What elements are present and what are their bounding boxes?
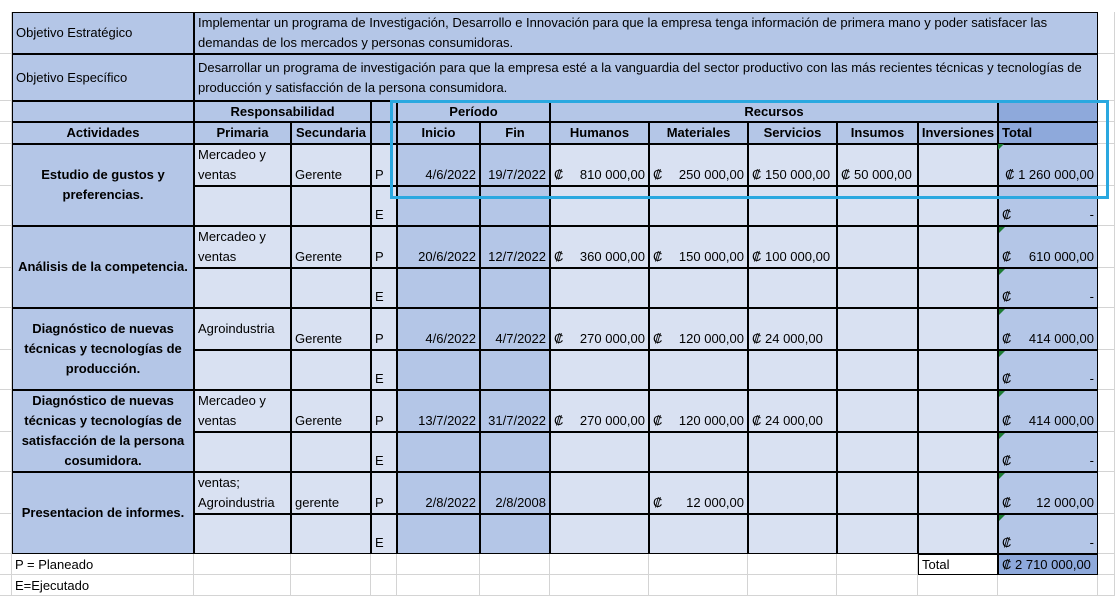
currency-symbol: ₡ bbox=[1002, 289, 1012, 304]
resource-cost[interactable] bbox=[748, 514, 837, 554]
currency-symbol: ₡ bbox=[1002, 495, 1012, 510]
cell-value: - bbox=[1089, 535, 1094, 550]
comment-indicator bbox=[999, 515, 1005, 521]
materiales-cost[interactable] bbox=[649, 226, 748, 268]
resource-cost[interactable] bbox=[550, 268, 649, 308]
grid-cell[interactable] bbox=[748, 554, 837, 575]
resource-cost[interactable] bbox=[837, 268, 918, 308]
resource-cost[interactable] bbox=[649, 186, 748, 226]
cell-value: 270 000,00 bbox=[579, 413, 645, 428]
plan-marker[interactable]: P bbox=[371, 144, 397, 186]
grid-cell[interactable] bbox=[194, 575, 291, 596]
fin-date[interactable]: 31/7/2022 bbox=[480, 390, 550, 432]
secundaria-cell[interactable]: Gerente bbox=[291, 390, 371, 432]
cell-value: 360 000,00 bbox=[579, 249, 645, 264]
total-cost[interactable] bbox=[998, 186, 1098, 226]
fin-date[interactable] bbox=[480, 186, 550, 226]
grid-cell[interactable] bbox=[0, 186, 12, 226]
comment-indicator bbox=[999, 433, 1005, 439]
grid-cell[interactable] bbox=[998, 575, 1098, 596]
grid-cell[interactable] bbox=[480, 554, 550, 575]
primaria-cell[interactable]: Agroindustria bbox=[194, 308, 291, 350]
grid-cell[interactable] bbox=[1098, 101, 1115, 122]
objetivo-estrategico-label[interactable]: Objetivo Estratégico bbox=[12, 12, 194, 54]
grid-cell[interactable] bbox=[649, 554, 748, 575]
grand-total[interactable]: ₡ 2 710 000,00 bbox=[998, 554, 1098, 575]
servicios-cost[interactable]: ₡ 150 000,00 bbox=[748, 144, 837, 186]
resource-cost[interactable] bbox=[748, 186, 837, 226]
grid-cell[interactable] bbox=[1098, 575, 1115, 596]
plan-marker[interactable]: P bbox=[371, 308, 397, 350]
legend-ejecutado[interactable]: E=Ejecutado bbox=[15, 577, 90, 593]
grid-cell[interactable] bbox=[1098, 186, 1115, 226]
total-cost[interactable] bbox=[998, 308, 1098, 350]
legend-planeado[interactable]: P = Planeado bbox=[15, 556, 94, 572]
inversiones-cost[interactable] bbox=[918, 144, 998, 186]
header-blank[interactable] bbox=[371, 122, 397, 144]
grid-cell[interactable] bbox=[0, 101, 12, 122]
cell-value: - bbox=[1089, 289, 1094, 304]
executed-marker[interactable]: E bbox=[371, 350, 397, 390]
cell-value: 250 000,00 bbox=[678, 167, 744, 182]
resource-cost[interactable] bbox=[649, 432, 748, 472]
humanos-cost[interactable] bbox=[550, 144, 649, 186]
activity-name[interactable]: Estudio de gustos y preferencias. bbox=[12, 144, 194, 226]
grid-cell[interactable] bbox=[837, 575, 918, 596]
inversiones-cost[interactable] bbox=[918, 226, 998, 268]
insumos-cost[interactable] bbox=[837, 390, 918, 432]
grid-cell[interactable] bbox=[0, 350, 12, 390]
grid-cell[interactable] bbox=[0, 575, 12, 596]
objetivo-especifico-label[interactable]: Objetivo Específico bbox=[12, 54, 194, 101]
grid-cell[interactable] bbox=[1098, 12, 1115, 54]
resource-cost[interactable] bbox=[748, 268, 837, 308]
inicio-date[interactable] bbox=[397, 350, 480, 390]
inicio-date[interactable]: 20/6/2022 bbox=[397, 226, 480, 268]
grid-cell[interactable] bbox=[0, 432, 12, 472]
inversiones-cost[interactable] bbox=[918, 472, 998, 514]
header-actividades[interactable]: Actividades bbox=[12, 122, 194, 144]
fin-date[interactable] bbox=[480, 514, 550, 554]
grid-cell[interactable] bbox=[1098, 350, 1115, 390]
fin-date[interactable]: 12/7/2022 bbox=[480, 226, 550, 268]
cell-value: 810 000,00 bbox=[579, 167, 645, 182]
grid-cell[interactable] bbox=[0, 308, 12, 350]
resource-cost[interactable] bbox=[837, 186, 918, 226]
activity-name[interactable]: Presentacion de informes. bbox=[12, 472, 194, 554]
resource-cost[interactable] bbox=[837, 432, 918, 472]
plan-marker[interactable]: P bbox=[371, 226, 397, 268]
servicios-cost[interactable]: ₡ 100 000,00 bbox=[748, 226, 837, 268]
grid-cell[interactable] bbox=[1098, 472, 1115, 514]
comment-indicator bbox=[998, 144, 1004, 150]
grid-cell[interactable] bbox=[397, 554, 480, 575]
resource-cost[interactable] bbox=[550, 186, 649, 226]
cell-value: 414 000,00 bbox=[1028, 413, 1094, 428]
primaria-cell[interactable] bbox=[194, 514, 291, 554]
total-cost[interactable]: ₡ 1 260 000,00 bbox=[998, 144, 1098, 186]
header-blank[interactable] bbox=[998, 101, 1098, 122]
grid-cell[interactable] bbox=[0, 226, 12, 268]
header-inicio[interactable]: Inicio bbox=[397, 122, 480, 144]
header-humanos[interactable]: Humanos bbox=[550, 122, 649, 144]
total-cost[interactable] bbox=[998, 432, 1098, 472]
executed-marker[interactable]: E bbox=[371, 268, 397, 308]
primaria-cell[interactable]: Mercadeo y ventas bbox=[194, 144, 291, 186]
inicio-date[interactable]: 2/8/2022 bbox=[397, 472, 480, 514]
executed-marker[interactable]: E bbox=[371, 186, 397, 226]
insumos-cost[interactable]: ₡ 50 000,00 bbox=[837, 144, 918, 186]
currency-symbol: ₡ bbox=[653, 413, 663, 428]
currency-symbol: ₡ bbox=[653, 249, 663, 264]
inversiones-cost[interactable] bbox=[918, 390, 998, 432]
grid-cell[interactable] bbox=[0, 54, 12, 101]
cell-value: 270 000,00 bbox=[579, 331, 645, 346]
servicios-cost[interactable]: ₡ 24 000,00 bbox=[748, 308, 837, 350]
cell-value: 150 000,00 bbox=[678, 249, 744, 264]
currency-symbol: ₡ bbox=[1002, 535, 1012, 550]
activity-name[interactable]: Análisis de la competencia. bbox=[12, 226, 194, 308]
currency-symbol: ₡ bbox=[653, 331, 663, 346]
currency-symbol: ₡ bbox=[1002, 207, 1012, 222]
objetivo-estrategico-text[interactable]: Implementar un programa de Investigación, Desarrollo e Innovación para que la empresa tenga información de primera mano y poder satisfacer las demandas de los mercados y personas consumidoras. bbox=[194, 12, 1098, 54]
resource-cost[interactable] bbox=[550, 432, 649, 472]
header-fin[interactable]: Fin bbox=[480, 122, 550, 144]
cell-value: 120 000,00 bbox=[678, 413, 744, 428]
plan-marker[interactable]: P bbox=[371, 390, 397, 432]
grid-cell[interactable] bbox=[397, 575, 480, 596]
cell-value: 414 000,00 bbox=[1028, 331, 1094, 346]
resource-cost[interactable] bbox=[649, 514, 748, 554]
primaria-cell[interactable] bbox=[194, 350, 291, 390]
resource-cost[interactable] bbox=[748, 350, 837, 390]
currency-symbol: ₡ bbox=[1002, 249, 1012, 264]
currency-symbol: ₡ bbox=[554, 331, 564, 346]
header-periodo[interactable]: Período bbox=[397, 101, 550, 122]
secundaria-cell[interactable] bbox=[291, 432, 371, 472]
resource-cost[interactable] bbox=[918, 514, 998, 554]
resource-cost[interactable] bbox=[837, 514, 918, 554]
resource-cost[interactable] bbox=[649, 350, 748, 390]
header-responsabilidad[interactable]: Responsabilidad bbox=[194, 101, 371, 122]
header-materiales[interactable]: Materiales bbox=[649, 122, 748, 144]
executed-marker[interactable]: E bbox=[371, 514, 397, 554]
total-cost[interactable] bbox=[998, 514, 1098, 554]
header-recursos[interactable]: Recursos bbox=[550, 101, 998, 122]
grid-cell[interactable] bbox=[1098, 54, 1115, 101]
header-servicios[interactable]: Servicios bbox=[748, 122, 837, 144]
plan-marker[interactable]: P bbox=[371, 472, 397, 514]
grid-cell[interactable] bbox=[371, 575, 397, 596]
grid-cell[interactable] bbox=[1098, 144, 1115, 186]
grid-cell[interactable] bbox=[1098, 514, 1115, 554]
total-cost[interactable] bbox=[998, 350, 1098, 390]
inicio-date[interactable] bbox=[397, 186, 480, 226]
activity-name[interactable]: Diagnóstico de nuevas técnicas y tecnologías de producción. bbox=[12, 308, 194, 390]
inicio-date[interactable]: 13/7/2022 bbox=[397, 390, 480, 432]
materiales-cost[interactable] bbox=[649, 144, 748, 186]
currency-symbol: ₡ bbox=[1002, 413, 1012, 428]
resource-cost[interactable] bbox=[918, 186, 998, 226]
resource-cost[interactable] bbox=[918, 350, 998, 390]
resource-cost[interactable] bbox=[837, 350, 918, 390]
primaria-cell[interactable] bbox=[194, 432, 291, 472]
inversiones-cost[interactable] bbox=[918, 308, 998, 350]
grid-cell[interactable] bbox=[0, 390, 12, 432]
primaria-cell[interactable]: Mercadeo y ventas bbox=[194, 226, 291, 268]
humanos-cost[interactable] bbox=[550, 308, 649, 350]
currency-symbol: ₡ bbox=[1002, 371, 1012, 386]
fin-date[interactable] bbox=[480, 432, 550, 472]
fin-date[interactable]: 2/8/2008 bbox=[480, 472, 550, 514]
inicio-date[interactable]: 4/6/2022 bbox=[397, 308, 480, 350]
fin-date[interactable] bbox=[480, 268, 550, 308]
currency-symbol: ₡ bbox=[1002, 453, 1012, 468]
cell-value: - bbox=[1089, 371, 1094, 386]
fin-date[interactable] bbox=[480, 350, 550, 390]
executed-marker[interactable]: E bbox=[371, 432, 397, 472]
resource-cost[interactable] bbox=[649, 268, 748, 308]
currency-symbol: ₡ bbox=[653, 495, 663, 510]
cell-value: 120 000,00 bbox=[678, 331, 744, 346]
insumos-cost[interactable] bbox=[837, 472, 918, 514]
total-cost[interactable] bbox=[998, 268, 1098, 308]
comment-indicator bbox=[999, 309, 1005, 315]
grid-cell[interactable] bbox=[550, 554, 649, 575]
resource-cost[interactable] bbox=[918, 432, 998, 472]
header-insumos[interactable]: Insumos bbox=[837, 122, 918, 144]
currency-symbol: ₡ bbox=[554, 249, 564, 264]
currency-symbol: ₡ bbox=[1002, 331, 1012, 346]
activity-name[interactable]: Diagnóstico de nuevas técnicas y tecnologías de satisfacción de la persona cosumidora. bbox=[12, 390, 194, 472]
grid-cell[interactable] bbox=[1098, 308, 1115, 350]
materiales-cost[interactable] bbox=[649, 308, 748, 350]
grid-cell[interactable] bbox=[480, 575, 550, 596]
total-label[interactable]: Total bbox=[918, 554, 998, 575]
resource-cost[interactable] bbox=[550, 514, 649, 554]
resource-cost[interactable] bbox=[550, 350, 649, 390]
grid-cell[interactable] bbox=[1098, 122, 1115, 144]
grid-cell[interactable] bbox=[0, 12, 12, 54]
grid-cell[interactable] bbox=[0, 554, 12, 575]
grid-cell[interactable] bbox=[0, 472, 12, 514]
inicio-date[interactable] bbox=[397, 514, 480, 554]
cell-value: 12 000,00 bbox=[686, 495, 744, 510]
grid-cell[interactable] bbox=[1098, 226, 1115, 268]
comment-indicator bbox=[999, 391, 1005, 397]
grid-cell[interactable] bbox=[918, 575, 998, 596]
inicio-date[interactable] bbox=[397, 432, 480, 472]
resource-cost[interactable] bbox=[748, 432, 837, 472]
fin-date[interactable]: 19/7/2022 bbox=[480, 144, 550, 186]
cell-value: - bbox=[1089, 453, 1094, 468]
grid-cell[interactable] bbox=[1098, 390, 1115, 432]
currency-symbol: ₡ bbox=[554, 167, 564, 182]
comment-indicator bbox=[999, 351, 1005, 357]
total-cost[interactable] bbox=[998, 390, 1098, 432]
secundaria-cell[interactable] bbox=[291, 186, 371, 226]
humanos-cost[interactable] bbox=[550, 472, 649, 514]
servicios-cost[interactable] bbox=[748, 472, 837, 514]
header-blank[interactable] bbox=[12, 101, 194, 122]
secundaria-cell[interactable] bbox=[291, 350, 371, 390]
grid-cell[interactable] bbox=[0, 144, 12, 186]
currency-symbol: ₡ bbox=[653, 167, 663, 182]
humanos-cost[interactable] bbox=[550, 226, 649, 268]
header-blank[interactable] bbox=[371, 101, 397, 122]
secundaria-cell[interactable]: Gerente bbox=[291, 308, 371, 350]
insumos-cost[interactable] bbox=[837, 308, 918, 350]
comment-indicator bbox=[999, 227, 1005, 233]
grid-cell[interactable] bbox=[0, 122, 12, 144]
grid-cell[interactable] bbox=[748, 575, 837, 596]
objetivo-especifico-text[interactable]: Desarrollar un programa de investigación para que la empresa esté a la vanguardia del sector productivo con las más recientes técnicas y tecnologías de producción y satisfacción de la persona consumidora. bbox=[194, 54, 1098, 101]
grid-cell[interactable] bbox=[371, 554, 397, 575]
inicio-date[interactable] bbox=[397, 268, 480, 308]
grid-cell[interactable] bbox=[0, 514, 12, 554]
header-inversiones[interactable]: Inversiones bbox=[918, 122, 998, 144]
primaria-cell[interactable] bbox=[194, 268, 291, 308]
primaria-cell[interactable]: ventas; Agroindustria bbox=[194, 472, 291, 514]
grid-cell[interactable] bbox=[291, 554, 371, 575]
resource-cost[interactable] bbox=[918, 268, 998, 308]
secundaria-cell[interactable] bbox=[291, 268, 371, 308]
grid-cell[interactable] bbox=[837, 554, 918, 575]
materiales-cost[interactable] bbox=[649, 472, 748, 514]
inicio-date[interactable]: 4/6/2022 bbox=[397, 144, 480, 186]
servicios-cost[interactable]: ₡ 24 000,00 bbox=[748, 390, 837, 432]
primaria-cell[interactable]: Mercadeo y ventas bbox=[194, 390, 291, 432]
secundaria-cell[interactable]: gerente bbox=[291, 472, 371, 514]
cell-value: 12 000,00 bbox=[1036, 495, 1094, 510]
grid-cell[interactable] bbox=[0, 268, 12, 308]
humanos-cost[interactable] bbox=[550, 390, 649, 432]
primaria-cell[interactable] bbox=[194, 186, 291, 226]
secundaria-cell[interactable]: Gerente bbox=[291, 226, 371, 268]
total-cost[interactable] bbox=[998, 472, 1098, 514]
fin-date[interactable]: 4/7/2022 bbox=[480, 308, 550, 350]
grid-cell[interactable] bbox=[550, 575, 649, 596]
total-cost[interactable] bbox=[998, 226, 1098, 268]
comment-indicator bbox=[999, 473, 1005, 479]
secundaria-cell[interactable] bbox=[291, 514, 371, 554]
materiales-cost[interactable] bbox=[649, 390, 748, 432]
secundaria-cell[interactable]: Gerente bbox=[291, 144, 371, 186]
header-primaria[interactable]: Primaria bbox=[194, 122, 291, 144]
cell-value: - bbox=[1089, 207, 1094, 222]
header-secundaria[interactable]: Secundaria bbox=[291, 122, 371, 144]
grid-cell[interactable] bbox=[291, 575, 371, 596]
grid-cell[interactable] bbox=[649, 575, 748, 596]
currency-symbol: ₡ bbox=[554, 413, 564, 428]
grid-cell[interactable] bbox=[1098, 432, 1115, 472]
grid-cell[interactable] bbox=[194, 554, 291, 575]
insumos-cost[interactable] bbox=[837, 226, 918, 268]
grid-cell[interactable] bbox=[1098, 268, 1115, 308]
grid-cell[interactable] bbox=[1098, 554, 1115, 575]
header-total[interactable]: Total bbox=[998, 122, 1098, 144]
cell-value: 610 000,00 bbox=[1028, 249, 1094, 264]
comment-indicator bbox=[999, 269, 1005, 275]
